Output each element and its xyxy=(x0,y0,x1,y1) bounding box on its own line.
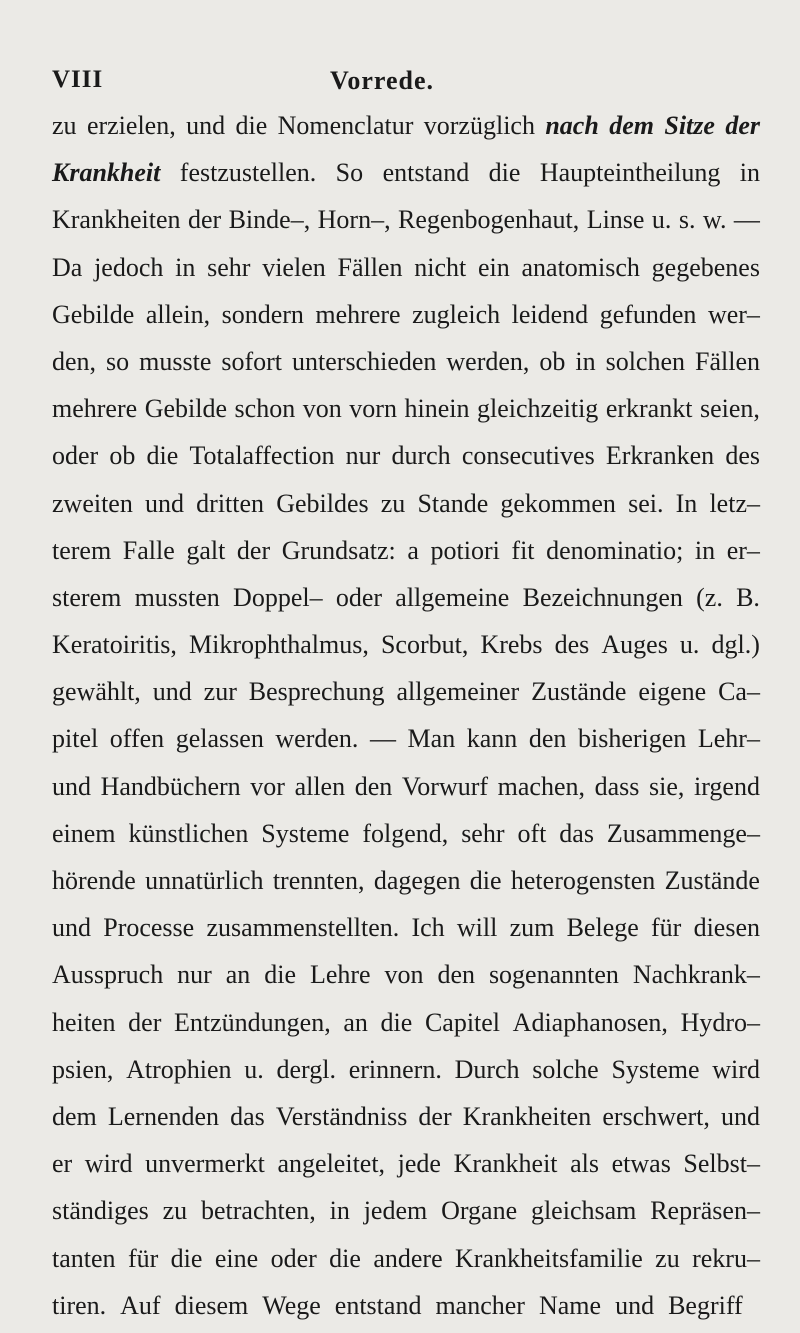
word: den xyxy=(528,724,567,754)
word: Systeme xyxy=(611,1054,700,1084)
word: wird xyxy=(712,1054,760,1084)
word: diesen xyxy=(693,913,760,943)
word: solche xyxy=(532,1054,599,1084)
word: — xyxy=(369,724,396,754)
word: a xyxy=(407,535,419,565)
word: Lernenden xyxy=(107,1101,220,1131)
word: in xyxy=(329,1196,350,1226)
word: das xyxy=(230,1101,265,1131)
word: nur xyxy=(345,441,381,471)
word: oft xyxy=(517,818,547,848)
word: Durch xyxy=(454,1054,520,1084)
running-title: Vorrede. xyxy=(330,66,435,95)
word: ob xyxy=(109,441,136,471)
word: künstlichen xyxy=(128,818,249,848)
word: der xyxy=(418,1101,452,1131)
word: jedem xyxy=(363,1196,428,1226)
word: Belege xyxy=(566,913,639,943)
text-line xyxy=(52,715,760,762)
text-line xyxy=(52,857,760,904)
word: zugleich xyxy=(412,299,501,329)
word: allgemeine xyxy=(395,582,510,612)
word: Selbst– xyxy=(683,1149,760,1179)
word: Sitze xyxy=(664,111,715,140)
text-line xyxy=(52,668,760,715)
word: er– xyxy=(726,535,760,565)
word: Atrophien xyxy=(126,1054,232,1084)
word: Repräsen– xyxy=(650,1196,760,1226)
text-line xyxy=(52,999,760,1046)
word: gelassen xyxy=(175,724,264,754)
word: offen xyxy=(109,724,165,754)
text-line xyxy=(52,1187,760,1234)
word: oder xyxy=(270,1243,317,1273)
word: denominatio; xyxy=(546,535,684,565)
word: sofort xyxy=(221,346,283,376)
word: potiori xyxy=(430,535,500,565)
text-line xyxy=(52,102,760,149)
word: Krankheiten xyxy=(52,205,181,235)
text-line xyxy=(52,196,760,243)
word: hinein xyxy=(404,394,470,424)
word: unnatürlich xyxy=(145,866,264,895)
body-text xyxy=(52,102,760,1329)
word: die xyxy=(235,111,268,140)
word: sondern xyxy=(221,299,304,329)
word: rekru– xyxy=(692,1243,760,1273)
word: hörende xyxy=(52,866,136,895)
word: Linse xyxy=(586,205,645,235)
text-line xyxy=(52,527,760,574)
word: und xyxy=(145,488,184,518)
word: u. xyxy=(651,205,672,235)
word: dem xyxy=(52,1101,97,1131)
word: an xyxy=(225,960,251,990)
word: das xyxy=(559,818,594,848)
word: Mikrophthalmus, xyxy=(189,630,369,660)
word: zusammenstellten. xyxy=(206,913,400,943)
word: Hydro– xyxy=(680,1007,760,1037)
word: Lehr– xyxy=(697,724,760,754)
word: entstand xyxy=(382,158,470,188)
word: ständiges xyxy=(52,1196,149,1226)
word: gefunden xyxy=(599,299,697,329)
word: pitel xyxy=(52,724,99,754)
word: einem xyxy=(52,818,116,848)
word: Regenbogenhaut, xyxy=(398,205,580,235)
word: mehrere xyxy=(315,299,401,329)
text-line xyxy=(52,574,760,621)
text-line xyxy=(52,1093,760,1140)
word: mancher xyxy=(435,1290,525,1320)
word: Name xyxy=(538,1290,602,1320)
word: zu xyxy=(655,1243,680,1273)
word: folgend, xyxy=(362,818,449,848)
text-line xyxy=(52,291,760,338)
word: den xyxy=(354,771,393,801)
word: s. xyxy=(678,205,696,235)
word: von xyxy=(384,960,424,990)
word: des xyxy=(554,630,590,660)
word: die xyxy=(380,1007,413,1037)
word: terem xyxy=(52,535,112,565)
word: bisherigen xyxy=(577,724,687,754)
word: Doppel– xyxy=(233,582,323,612)
text-line xyxy=(52,338,760,385)
word: solchen xyxy=(605,346,686,376)
word: gleichsam xyxy=(530,1196,637,1226)
word: in xyxy=(739,158,760,188)
word: die xyxy=(146,441,179,471)
word: erkrankt xyxy=(605,394,693,424)
word: So xyxy=(335,158,364,188)
text-line xyxy=(52,763,760,810)
word: unvermerkt xyxy=(145,1149,265,1179)
word: u. xyxy=(679,630,700,660)
word: durch xyxy=(391,441,451,471)
word: Bezeichnungen xyxy=(522,582,683,612)
text-line xyxy=(52,904,760,951)
word: von xyxy=(302,394,342,424)
word: wird xyxy=(84,1149,133,1179)
word: vorn xyxy=(349,394,397,424)
word: dgl.) xyxy=(711,630,760,660)
word: vor xyxy=(250,771,285,801)
word: machen, xyxy=(497,771,585,801)
text-line xyxy=(52,810,760,857)
word: Zustände xyxy=(531,677,627,707)
word: sehr xyxy=(461,818,505,848)
word: zur xyxy=(203,677,237,707)
word: in xyxy=(175,252,196,282)
word: Adiaphanosen, xyxy=(512,1007,668,1037)
word: festzustellen. xyxy=(179,158,317,188)
text-line xyxy=(52,621,760,668)
word: Gebilde xyxy=(52,299,135,329)
word: Da xyxy=(52,252,83,282)
word: die xyxy=(469,866,502,895)
word: zum xyxy=(509,913,555,943)
word: mehrere xyxy=(52,394,138,424)
word: In xyxy=(675,488,698,518)
text-line xyxy=(52,385,760,432)
word: Ich xyxy=(411,913,445,943)
word: für xyxy=(127,1243,159,1273)
word: eine xyxy=(214,1243,259,1273)
word: Auges xyxy=(601,630,668,660)
word: tiren. xyxy=(52,1290,107,1320)
word: dagegen xyxy=(373,866,461,895)
word: werden, xyxy=(446,346,530,376)
word: Gebilde xyxy=(144,394,228,424)
text-line xyxy=(52,951,760,998)
word: als xyxy=(570,1149,600,1179)
word: werden. xyxy=(275,724,359,754)
word: Processe xyxy=(103,913,195,943)
word: Fällen xyxy=(337,252,403,282)
word: Keratoiritis, xyxy=(52,630,177,660)
word: Besprechung xyxy=(248,677,385,707)
word: Vorwurf xyxy=(401,771,489,801)
word: zu xyxy=(380,488,406,518)
word: vorzüglich xyxy=(423,111,535,140)
word: und xyxy=(152,677,192,707)
text-line xyxy=(52,244,760,291)
word: B. xyxy=(736,582,760,612)
word: der xyxy=(187,205,222,235)
word: der xyxy=(128,1007,162,1037)
word: sei. xyxy=(628,488,664,518)
word: für xyxy=(651,913,682,943)
word: ein xyxy=(477,252,510,282)
word: entstand xyxy=(334,1290,422,1320)
word: die xyxy=(488,158,521,188)
word: mussten xyxy=(134,582,220,612)
word: und xyxy=(52,771,91,801)
word: an xyxy=(343,1007,368,1037)
word: in xyxy=(694,535,716,565)
text-line xyxy=(52,1235,760,1282)
word: den, xyxy=(52,346,97,376)
word: fit xyxy=(511,535,535,565)
word: Scorbut, xyxy=(380,630,469,660)
word: letz– xyxy=(709,488,760,518)
text-line xyxy=(52,432,760,479)
word: Systeme xyxy=(261,818,350,848)
word: des xyxy=(725,441,760,471)
word: Binde–, xyxy=(228,205,311,235)
word: in xyxy=(575,346,596,376)
word: andere xyxy=(373,1243,443,1273)
word: Wege xyxy=(262,1290,321,1320)
word: kann xyxy=(466,724,518,754)
word: w. xyxy=(702,205,727,235)
word: sterem xyxy=(52,582,122,612)
word: Man xyxy=(407,724,456,754)
word: trennten, xyxy=(272,866,365,895)
word: so xyxy=(106,346,130,376)
word: Grundsatz: xyxy=(281,535,396,565)
word: und xyxy=(186,111,226,140)
word: Horn–, xyxy=(317,205,391,235)
word: Falle xyxy=(122,535,175,565)
word: Handbüchern xyxy=(100,771,241,801)
word: etwas xyxy=(611,1149,671,1179)
word: erschwert, xyxy=(602,1101,710,1131)
word: gleichzeitig xyxy=(477,394,599,424)
word: Nachkrank– xyxy=(632,960,760,990)
word: nach xyxy=(545,111,599,140)
word: Totalaffection xyxy=(189,441,335,471)
page-number: VIII xyxy=(52,66,104,93)
word: Haupteintheilung xyxy=(539,158,721,188)
word: Organe xyxy=(441,1196,518,1226)
word: (z. xyxy=(696,582,723,612)
word: Verständniss xyxy=(275,1101,408,1131)
word: den xyxy=(437,960,475,990)
word: gegebenes xyxy=(651,252,760,282)
word: Zusammenge– xyxy=(606,818,760,848)
word: irgend xyxy=(694,771,760,801)
word: wer– xyxy=(707,299,760,329)
word: zu xyxy=(52,111,77,140)
word: consecutives xyxy=(461,441,595,471)
word: Ca– xyxy=(718,677,760,707)
word: die xyxy=(264,960,297,990)
word: anatomisch xyxy=(521,252,640,282)
word: sie, xyxy=(649,771,685,801)
word: dem xyxy=(609,111,654,140)
word: betrachten, xyxy=(201,1196,316,1226)
word: und xyxy=(52,913,91,943)
word: nur xyxy=(177,960,212,990)
word: Krebs xyxy=(480,630,543,660)
word: unterschieden xyxy=(292,346,437,376)
word: eigene xyxy=(638,677,707,707)
word: heterogensten xyxy=(510,866,656,895)
word: gewählt, xyxy=(52,677,141,707)
word: musste xyxy=(139,346,212,376)
page-header xyxy=(52,66,760,100)
word: die xyxy=(329,1243,361,1273)
word: Auf xyxy=(120,1290,161,1320)
word: Begriff xyxy=(668,1290,743,1320)
word: will xyxy=(456,913,498,943)
word: — xyxy=(733,205,760,235)
word: Krankheitsfamilie xyxy=(455,1243,643,1273)
word: dergl. xyxy=(276,1054,336,1084)
word: zu xyxy=(162,1196,188,1226)
word: jede xyxy=(397,1149,441,1179)
word: dass xyxy=(594,771,640,801)
word: nicht xyxy=(414,252,467,282)
word: schon xyxy=(234,394,296,424)
word: und xyxy=(615,1290,655,1320)
word: er xyxy=(52,1149,73,1179)
word: ob xyxy=(539,346,566,376)
text-line xyxy=(52,149,760,196)
word: oder xyxy=(52,441,99,471)
word: und xyxy=(720,1101,760,1131)
word: heiten xyxy=(52,1007,116,1037)
word: angeleitet, xyxy=(277,1149,386,1179)
word: galt xyxy=(186,535,226,565)
text-line xyxy=(52,1140,760,1187)
word: Capitel xyxy=(424,1007,501,1037)
word: tanten xyxy=(52,1243,116,1273)
word: die xyxy=(170,1243,203,1273)
word: allgemeiner xyxy=(396,677,520,707)
word: der xyxy=(725,111,760,140)
word: allein, xyxy=(145,299,211,329)
word: Zustände xyxy=(664,866,760,895)
word: Gebildes xyxy=(276,488,369,518)
word: seien, xyxy=(699,394,760,424)
word: Lehre xyxy=(309,960,371,990)
word: zweiten xyxy=(52,488,133,518)
word: sogenannten xyxy=(488,960,619,990)
text-line xyxy=(52,480,760,527)
word: Nomenclatur xyxy=(277,111,414,140)
word: allen xyxy=(294,771,346,801)
word: diesem xyxy=(174,1290,249,1320)
word: Fällen xyxy=(695,346,760,376)
text-line xyxy=(52,1282,760,1329)
word: leidend xyxy=(511,299,589,329)
word: u. xyxy=(244,1054,264,1084)
word: Erkranken xyxy=(605,441,715,471)
word: Ausspruch xyxy=(52,960,164,990)
word: Entzündungen, xyxy=(174,1007,331,1037)
word: vielen xyxy=(262,252,326,282)
word: erzielen, xyxy=(86,111,176,140)
word: dritten xyxy=(196,488,265,518)
word: Stande xyxy=(417,488,489,518)
word: jedoch xyxy=(94,252,164,282)
word: Krankheit xyxy=(453,1149,558,1179)
word: sehr xyxy=(207,252,251,282)
word: Krankheit xyxy=(52,158,161,188)
word: psien, xyxy=(52,1054,114,1084)
text-line xyxy=(52,1046,760,1093)
word: oder xyxy=(335,582,383,612)
word: Krankheiten xyxy=(462,1101,592,1131)
word: der xyxy=(236,535,271,565)
word: gekommen xyxy=(500,488,616,518)
word: erinnern. xyxy=(348,1054,442,1084)
